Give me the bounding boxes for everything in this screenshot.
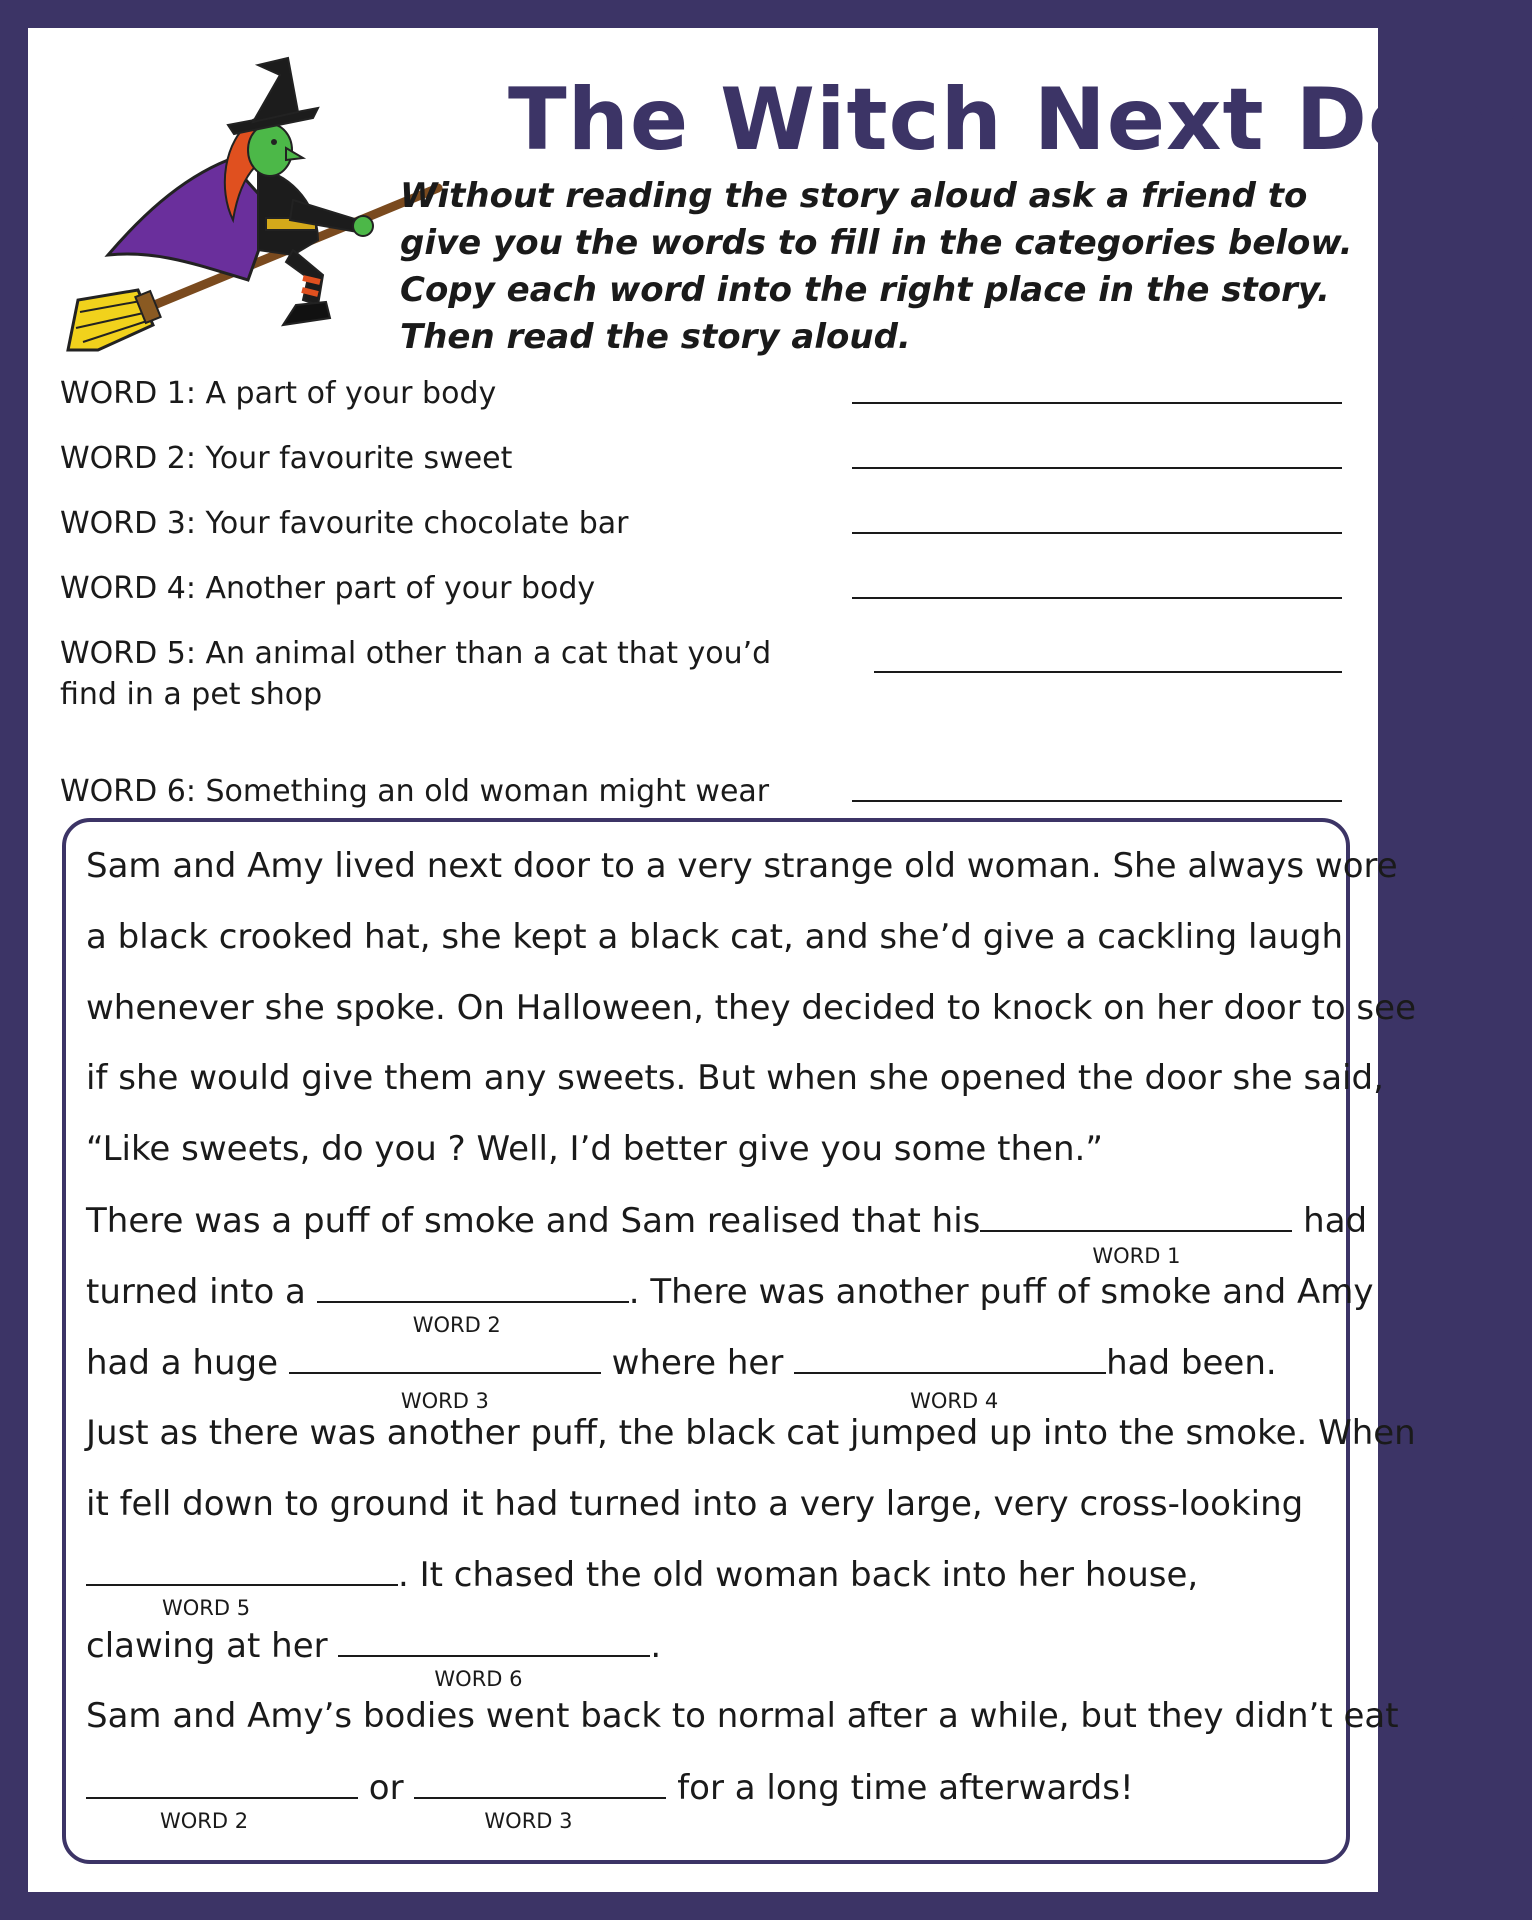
story-text: had a huge: [86, 1343, 289, 1383]
story-text: or: [358, 1768, 415, 1808]
story-line-6: [86, 1200, 1368, 1268]
story-line-5: “Like sweets, do you ? Well, I’d better give you some then.”: [86, 1129, 1103, 1169]
blank-label: WORD 2: [160, 1809, 249, 1833]
story-text: where her: [600, 1343, 795, 1383]
blank-label: WORD 6: [434, 1667, 523, 1691]
story-line-13: Sam and Amy’s bodies went back to normal after a while, but they didn’t eat: [86, 1696, 1399, 1736]
story-text: had been.: [1106, 1343, 1277, 1383]
word-category-2: WORD 2: Your favourite sweet: [60, 441, 513, 476]
blank-label: WORD 2: [412, 1313, 501, 1337]
story-text: had: [1292, 1201, 1368, 1241]
witch-on-broom-illustration: [58, 50, 448, 350]
word-3-blank-second[interactable]: [414, 1767, 666, 1833]
page-title: The Witch Next Door: [508, 70, 1532, 170]
word-4-blank[interactable]: [794, 1342, 1106, 1413]
word-5-blank[interactable]: [86, 1554, 398, 1620]
story-line-7: [86, 1271, 1374, 1337]
story-line-10: it fell down to ground it had turned into a very large, very cross-looking: [86, 1484, 1304, 1524]
story-line-9: Just as there was another puff, the black cat jumped up into the smoke. When: [86, 1413, 1416, 1453]
word-3-answer-line[interactable]: [852, 532, 1342, 534]
blank-label: WORD 4: [910, 1389, 999, 1413]
blank-label: WORD 5: [162, 1596, 251, 1620]
word-category-4: WORD 4: Another part of your body: [60, 571, 596, 606]
story-line-3: whenever she spoke. On Halloween, they decided to knock on her door to see: [86, 988, 1416, 1028]
story-text: There was a puff of smoke and Sam realised that his: [86, 1201, 981, 1241]
word-2-answer-line[interactable]: [852, 467, 1342, 469]
story-line-12: [86, 1625, 662, 1691]
story-text: clawing at her: [86, 1626, 339, 1666]
word-6-answer-line[interactable]: [852, 800, 1342, 802]
story-line-11: [86, 1554, 1199, 1620]
word-5-answer-line[interactable]: [874, 671, 1342, 673]
story-text: .: [650, 1626, 662, 1666]
story-text: . It chased the old woman back into her house,: [398, 1555, 1199, 1595]
story-line-4: if she would give them any sweets. But when she opened the door she said,: [86, 1058, 1384, 1098]
story-line-2: a black crooked hat, she kept a black cat, and she’d give a cackling laugh: [86, 917, 1343, 957]
story-text: for a long time afterwards!: [666, 1768, 1134, 1808]
word-6-blank[interactable]: [338, 1625, 650, 1691]
blank-label: WORD 3: [400, 1389, 489, 1413]
word-2-blank[interactable]: [317, 1271, 629, 1337]
word-category-5: WORD 5: An animal other than a cat that you’d find in a pet shop: [60, 636, 772, 712]
story-text: turned into a: [86, 1272, 317, 1312]
story-line-1: Sam and Amy lived next door to a very strange old woman. She always wore: [86, 846, 1398, 886]
blank-label: WORD 1: [1092, 1244, 1181, 1268]
story-text: . There was another puff of smoke and Amy: [628, 1272, 1374, 1312]
word-category-6: WORD 6: Something an old woman might wear: [60, 774, 770, 809]
worksheet-page: [28, 28, 1532, 1892]
word-2-blank-second[interactable]: [86, 1767, 358, 1833]
word-1-blank[interactable]: [980, 1200, 1292, 1268]
story-line-14: [86, 1767, 1134, 1833]
word-4-answer-line[interactable]: [852, 597, 1342, 599]
word-1-answer-line[interactable]: [852, 402, 1342, 404]
instructions-text: Without reading the story aloud ask a friend to give you the words to fill in the categories below. Copy each word into the right place in the story. Then read the story aloud.: [400, 176, 1353, 357]
word-3-blank[interactable]: [289, 1342, 601, 1413]
story-line-8: [86, 1342, 1277, 1413]
blank-label: WORD 3: [484, 1809, 573, 1833]
word-category-3: WORD 3: Your favourite chocolate bar: [60, 506, 629, 541]
word-category-1: WORD 1: A part of your body: [60, 376, 497, 411]
